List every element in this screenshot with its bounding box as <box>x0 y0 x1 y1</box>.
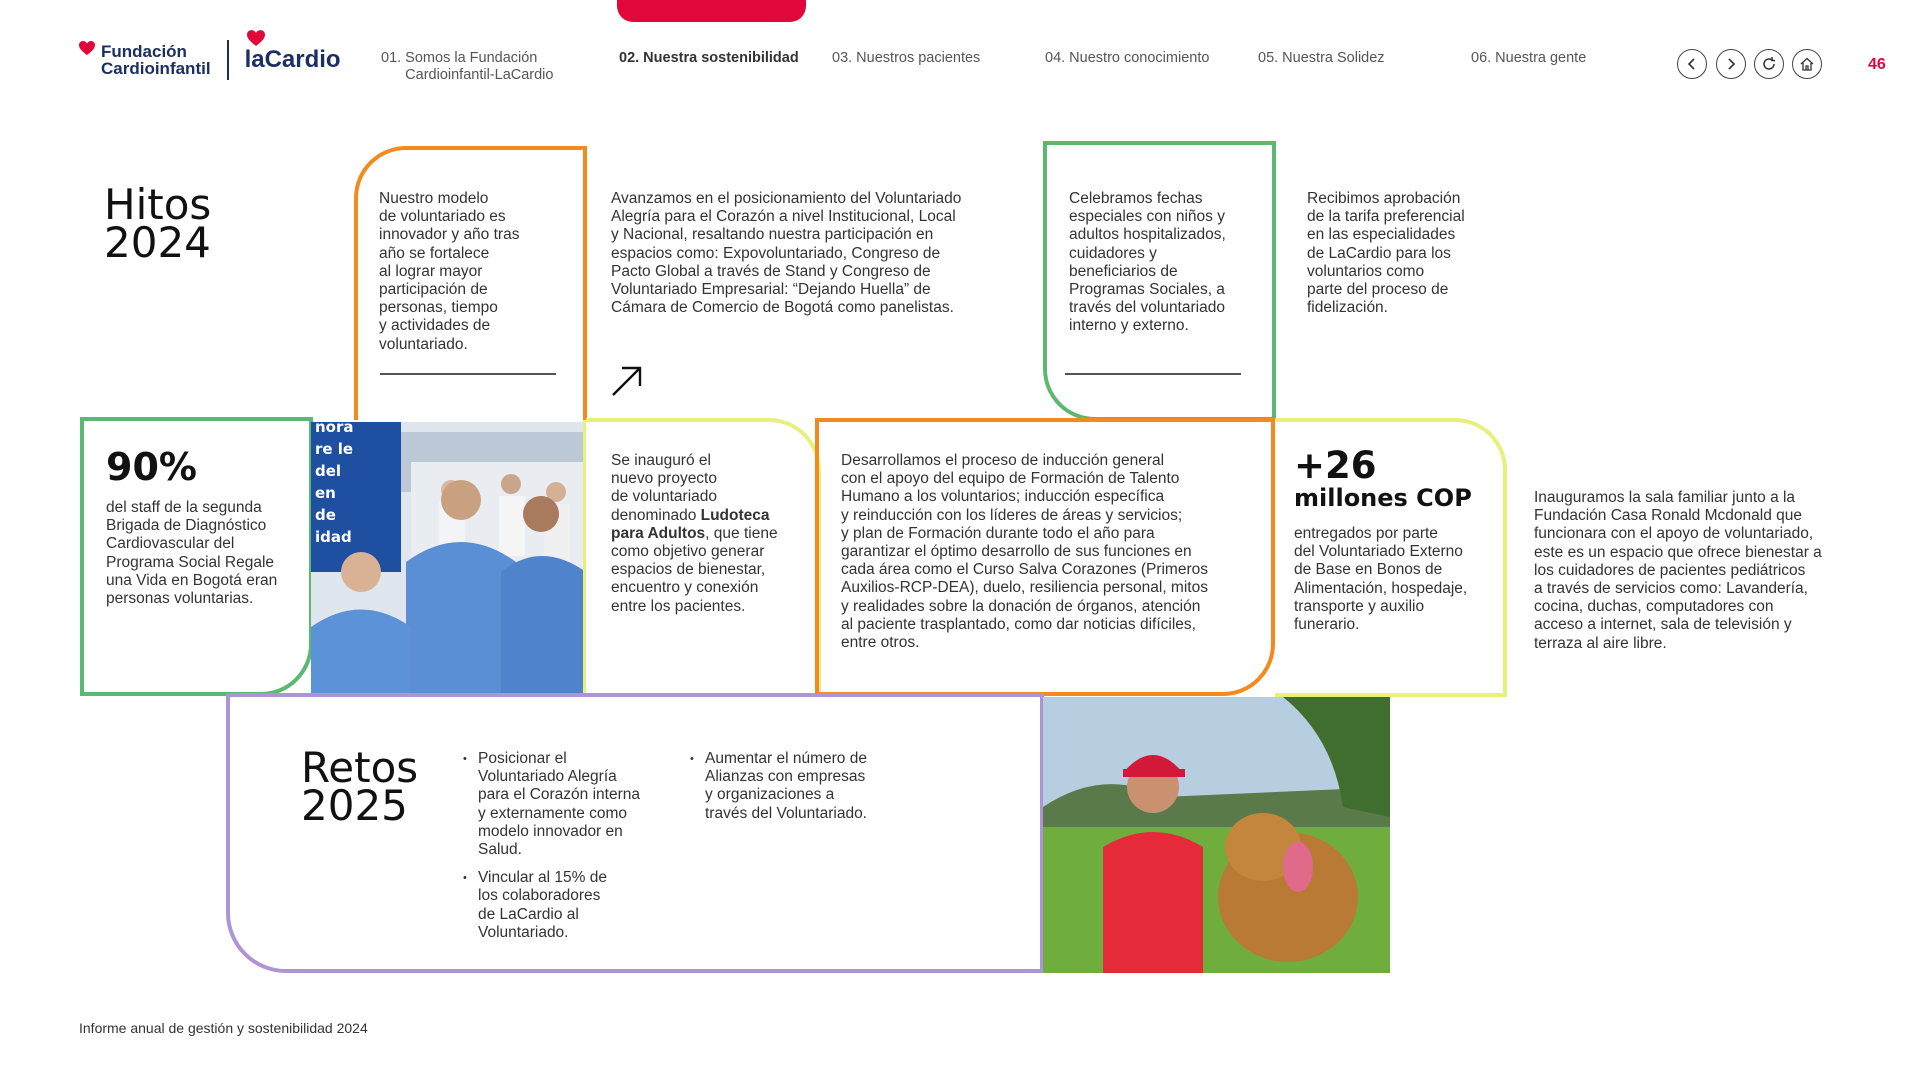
logo-fundacion-text: Fundación Cardioinfantil <box>101 42 211 78</box>
list-item: • Posicionar el Voluntariado Alegría para el Corazón interna y externamente como modelo innovador en Salud. <box>461 750 666 859</box>
svg-text:idad: idad <box>315 528 352 546</box>
nav-item-conocimiento[interactable]: 04. Nuestro conocimiento <box>1045 50 1210 66</box>
retos-title: Retos 2025 <box>301 743 419 830</box>
nav-item-sostenibilidad[interactable]: 02. Nuestra sostenibilidad <box>619 50 799 66</box>
next-button[interactable] <box>1716 49 1746 79</box>
card4-text: Recibimos aprobación de la tarifa preferencial en las especialidades de LaCardio para los voluntarios como parte del proceso de fidelización. <box>1307 190 1465 317</box>
footer-text: Informe anual de gestión y sostenibilidad 2024 <box>79 1020 368 1036</box>
list-item: • Vincular al 15% de los colaboradores de LaCardio al Voluntariado. <box>461 869 666 942</box>
retos-list-col1 <box>461 750 666 952</box>
svg-text:nora: nora <box>315 422 354 436</box>
induccion-text: Desarrollamos el proceso de inducción general con el apoyo del equipo de Formación de Talento Humano a los voluntarios; inducción específica y reinducción con los líderes de áreas y servicios; y plan de Formación durante todo el año para garantizar el óptimo desarrollo de sus funciones en cada área como el Curso Salva Corazones (Primeros Auxilios-RCP-DEA), duelo, resiliencia personal, mitos y realidades sobre la donación de órganos, atención al paciente trasplantado, como dar noticias difíciles, entre otros. <box>841 452 1208 652</box>
stat-26-text: entregados por parte del Voluntariado Externo de Base en Bonos de Alimentación, hospedaje, transporte y auxilio funerario. <box>1294 525 1468 634</box>
logo-divider <box>227 40 229 80</box>
previous-button[interactable] <box>1677 49 1707 79</box>
card2-text: Avanzamos en el posicionamiento del Voluntariado Alegría para el Corazón a nivel Institucional, Local y Nacional, resaltando nuestra participación en espacios como: Expovoluntariado, Congreso de Pacto Global a través de Stand y Congreso de Voluntariado Empresarial: “Dejando Huella” de Cámara de Comercio de Bogotá como panelistas. <box>611 190 962 317</box>
stat-26-unit: millones COP <box>1294 484 1472 512</box>
svg-text:en: en <box>315 484 336 502</box>
svg-text:re le: re le <box>315 440 354 458</box>
list-item: • Aumentar el número de Alianzas con empresas y organizaciones a través del Voluntariado. <box>688 750 918 823</box>
refresh-icon <box>1761 56 1777 72</box>
arrow-up-right-icon[interactable] <box>610 364 644 398</box>
home-icon <box>1799 56 1815 72</box>
home-button[interactable] <box>1792 49 1822 79</box>
nav-item-pacientes[interactable]: 03. Nuestros pacientes <box>832 50 981 66</box>
refresh-button[interactable] <box>1754 49 1784 79</box>
nav-item-gente[interactable]: 06. Nuestra gente <box>1471 50 1587 66</box>
sala-familiar-text: Inauguramos la sala familiar junto a la Fundación Casa Ronald Mcdonald que funcionara con el apoyo de voluntariado, este es un espacio que ofrece bienestar a los cuidadores de pacientes pediátricos a través de servicios como: Lavandería, cocina, duchas, computadores con acceso a internet, sala de televisión y terraza al aire libre. <box>1534 489 1822 652</box>
nav-item-somos[interactable]: 01. Somos la Fundación Cardioinfantil-LaCardio <box>381 50 554 83</box>
page-number: 46 <box>1868 56 1886 73</box>
ludoteca-text: Se inauguró el nuevo proyecto de voluntariado denominado Ludoteca para Adultos, que tiene como objetivo generar espacios de bienestar, encuentro y conexión entre los pacientes. <box>611 452 778 615</box>
svg-text:de: de <box>315 506 336 524</box>
stat-90-value: 90% <box>106 445 197 489</box>
volunteers-photo <box>311 422 586 694</box>
chevron-left-icon <box>1684 56 1700 72</box>
heart-icon <box>79 41 95 56</box>
stat-26-value: +26 <box>1294 444 1377 487</box>
active-tab-indicator <box>617 0 806 22</box>
hitos-title: Hitos 2024 <box>104 180 212 267</box>
heart-icon <box>247 30 265 47</box>
nav-item-solidez[interactable]: 05. Nuestra Solidez <box>1258 50 1385 66</box>
card-frame-yellow-1-left <box>583 420 586 696</box>
card1-text: Nuestro modelo de voluntariado es innovador y año tras año se fortalece al lograr mayor participación de personas, tiempo y actividades de voluntariado. <box>379 190 520 353</box>
volunteer-with-dog-photo <box>1043 697 1390 973</box>
logo[interactable] <box>79 40 341 80</box>
fundacion-logo <box>79 43 211 77</box>
stat-90-text: del staff de la segunda Brigada de Diagnóstico Cardiovascular del Programa Social Regale una Vida en Bogotá eran personas voluntarias. <box>106 499 278 608</box>
divider-line <box>380 373 556 375</box>
lacardio-logo <box>245 46 341 74</box>
divider-line <box>1065 373 1241 375</box>
svg-text:del: del <box>315 462 342 480</box>
logo-lacardio-text: laCardio <box>244 46 341 73</box>
retos-list-col2 <box>688 750 918 833</box>
card3-text: Celebramos fechas especiales con niños y adultos hospitalizados, cuidadores y beneficiarios de Programas Sociales, a través del voluntariado interno y externo. <box>1069 190 1226 335</box>
chevron-right-icon <box>1723 56 1739 72</box>
